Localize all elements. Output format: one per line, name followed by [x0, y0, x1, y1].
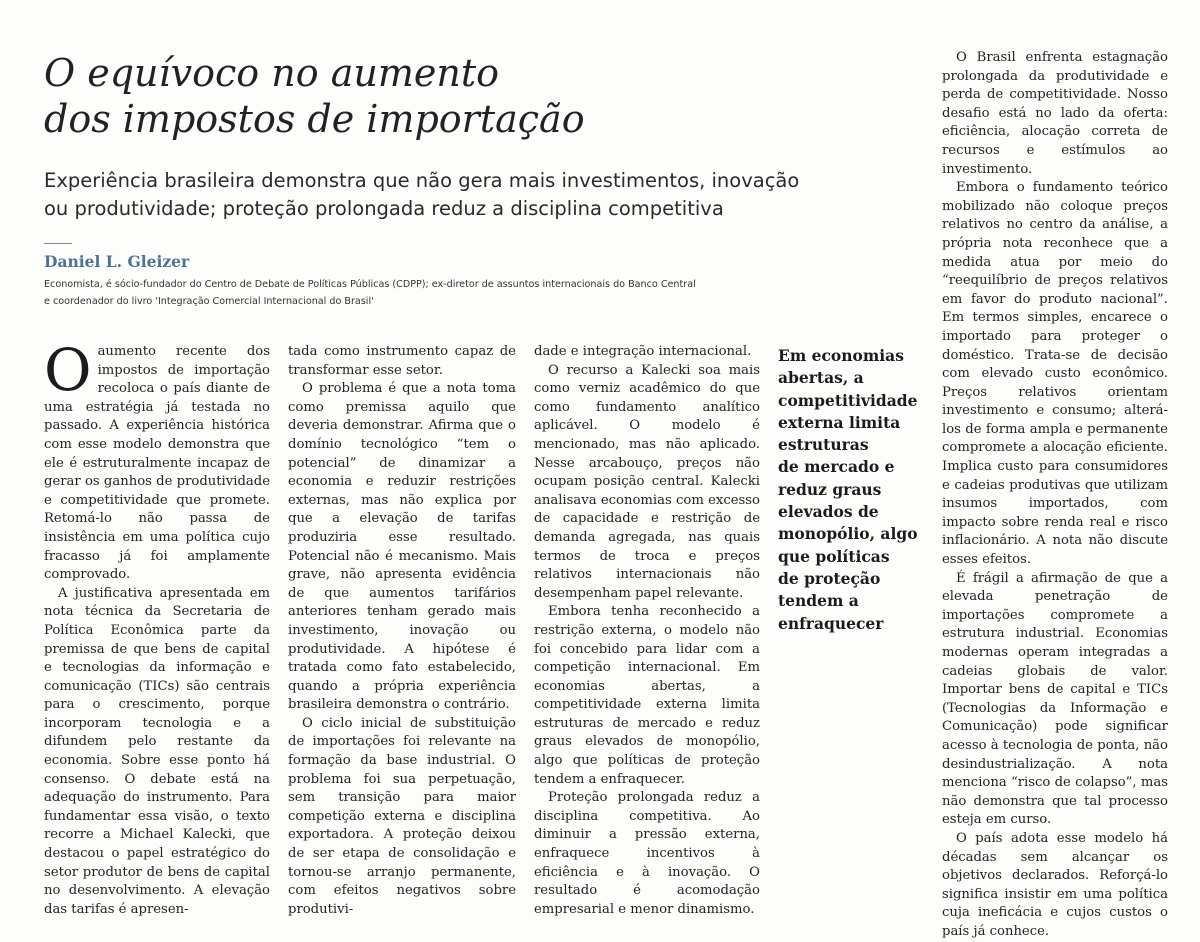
drop-cap: O [44, 336, 92, 404]
article-paragraph: O problema é que a nota toma como premissa aquilo que deveria demonstrar. Afirma que o domínio tecnológico “tem o potencial” de dinamizar a economia e reduzir restrições externas, mas não explica por que a elevação de tarifas produziria esse resultado. Potencial não é mecanismo. Mais grave, não apresenta evidência de que aumentos tarifários anteriores tenham gerado mais investimento, inovação ou produtividade. A hipótese é tratada como fato estabelecido, quando a própria experiência brasileira demonstra o contrário. [288, 381, 516, 713]
author-bio-line-1: Economista, é sócio-fundador do Centro de Debate de Políticas Públicas (CDPP); ex-diretor de assuntos internacionais do Banco Central [44, 279, 696, 290]
author-divider [44, 243, 72, 244]
pull-quote-line: de proteção [778, 568, 881, 588]
headline [44, 50, 924, 142]
pull-quote-line: monopólio, algo [778, 524, 918, 544]
article-paragraph: A justificativa apresentada em nota técnica da Secretaria de Política Econômica parte da premissa de que bens de capital e tecnologias da informação e comunicação (TICs) são centrais para o crescimento, porque incorporam tecnologia e a difundem pelo restante da economia. Sobre esse ponto há consenso. O debate está na adequação do instrumento. Para fundamentar essa visão, o texto recorre a Michael Kalecki, que destacou o papel estratégico do setor produtor de bens de capital no desenvolvimento. A elevação das tarifas é apresen- [44, 585, 270, 917]
subheadline-line-2: ou produtividade; proteção prolongada reduz a disciplina competitiva [44, 197, 724, 220]
article-paragraph: tada como instrumento capaz de transformar esse setor. [288, 344, 516, 378]
pull-quote-line: Em economias [778, 346, 904, 365]
pull-quote [778, 345, 928, 635]
article-paragraph: É frágil a afirmação de que a elevada penetração de importações compromete a estrutura industrial. Economias modernas operam integradas a cadeias globais de valor. Importar bens de capital e TICs (Tecnologias da Informação e Comunicação) pode significar acesso à tecnologia de ponta, não desindustrialização. A nota menciona “risco de colapso”, mas não demonstra que tal processo esteja em curso. [942, 570, 1168, 828]
subheadline-line-1: Experiência brasileira demonstra que não gera mais investimentos, inovação [44, 169, 800, 192]
headline-line-2: dos impostos de importação [44, 97, 585, 141]
pull-quote-line: estruturas [778, 435, 869, 455]
author-bio-line-2: e coordenador do livro 'Integração Comercial Internacional do Brasil' [44, 296, 374, 307]
pull-quote-line: de mercado e [778, 457, 895, 477]
pull-quote-line: competitividade [778, 390, 918, 410]
article-paragraph: Embora o fundamento teórico mobilizado não coloque preços relativos no centro da análise, a própria nota reconhece que a medida atua por meio do “reequilíbrio de preços relativos em favor do produto nacional”. Em termos simples, encarece o importado para proteger o doméstico. Trata-se de decisão com elevado custo econômico. Preços relativos orientam investimento e consumo; alterá-los de forma ampla e permanente compromete a alocação eficiente. Implica custo para consumidores e cadeias produtivas que utilizam insumos importados, com impacto sobre renda real e risco inflacionário. A nota não discute esses efeitos. [942, 180, 1168, 568]
pull-quote-line: abertas, a [778, 368, 864, 388]
article-paragraph: Embora tenha reconhecido a restrição externa, o modelo não foi concebido para lidar com a competição internacional. Em economias abertas, a competitividade externa limita estruturas de mercado e reduz graus elevados de monopólio, algo que políticas de proteção tendem a enfraquecer. [534, 604, 760, 787]
author-name: Daniel L. Gleizer [44, 252, 190, 271]
pull-quote-line: externa limita [778, 412, 901, 432]
article-column-4 [942, 49, 1168, 942]
article-paragraph: O país adota esse modelo há décadas sem alcançar os objetivos declarados. Reforçá-lo significa insistir em uma política cuja ineficácia e cujos custos o país já conhece. [942, 830, 1168, 939]
paragraph-text: aumento recente dos impostos de importação recoloca o país diante de uma estratégia já testada no passado. A experiência histórica com esse modelo demonstra que ele é estruturalmente incapaz de gerar os ganhos de produtividade e competitividade que promete. Retomá-lo não passa de insistência em uma política cujo fracasso já foi amplamente comprovado. [44, 344, 270, 583]
article-paragraph: O Brasil enfrenta estagnação prolongada da produtividade e perda de competitividade. Nosso desafio está no lado da oferta: eficiência, alocação correta de recursos e estímulos ao investimento. [942, 50, 1168, 177]
article-column-3 [534, 343, 760, 919]
headline-line-1: O equívoco no aumento [44, 51, 499, 95]
article-paragraph [44, 336, 270, 585]
pull-quote-line: tendem a [778, 591, 859, 611]
article-paragraph: O recurso a Kalecki soa mais como verniz acadêmico do que como fundamento analítico aplicável. O modelo é mencionado, mas não aplicado. Nesse arcabouço, preços não ocupam posição central. Kalecki analisava economias com excesso de capacidade e restrição de demanda agregada, nas quais termos de troca e preços relativos internacionais não desempenham papel relevante. [534, 362, 760, 601]
pull-quote-line: reduz graus [778, 479, 882, 499]
article-paragraph: dade e integração internacional. [534, 344, 752, 359]
author-bio [44, 276, 784, 310]
article-column-2 [288, 343, 516, 919]
pull-quote-line: elevados de [778, 502, 879, 522]
pull-quote-line: que políticas [778, 546, 890, 566]
article-paragraph: O ciclo inicial de substituição de importações foi relevante na formação da base industrial. O problema foi sua perpetuação, sem transição para maior competição externa e disciplina exportadora. A proteção deixou de ser etapa de consolidação e tornou-se arranjo permanente, com efeitos negativos sobre produtivi- [288, 715, 516, 917]
article-paragraph: Proteção prolongada reduz a disciplina competitiva. Ao diminuir a pressão externa, enfraquece incentivos à eficiência e à inovação. O resultado é acomodação empresarial e menor dinamismo. [534, 790, 760, 917]
pull-quote-line: enfraquecer [778, 613, 884, 633]
article-column-1 [44, 336, 270, 919]
subheadline [44, 167, 924, 223]
